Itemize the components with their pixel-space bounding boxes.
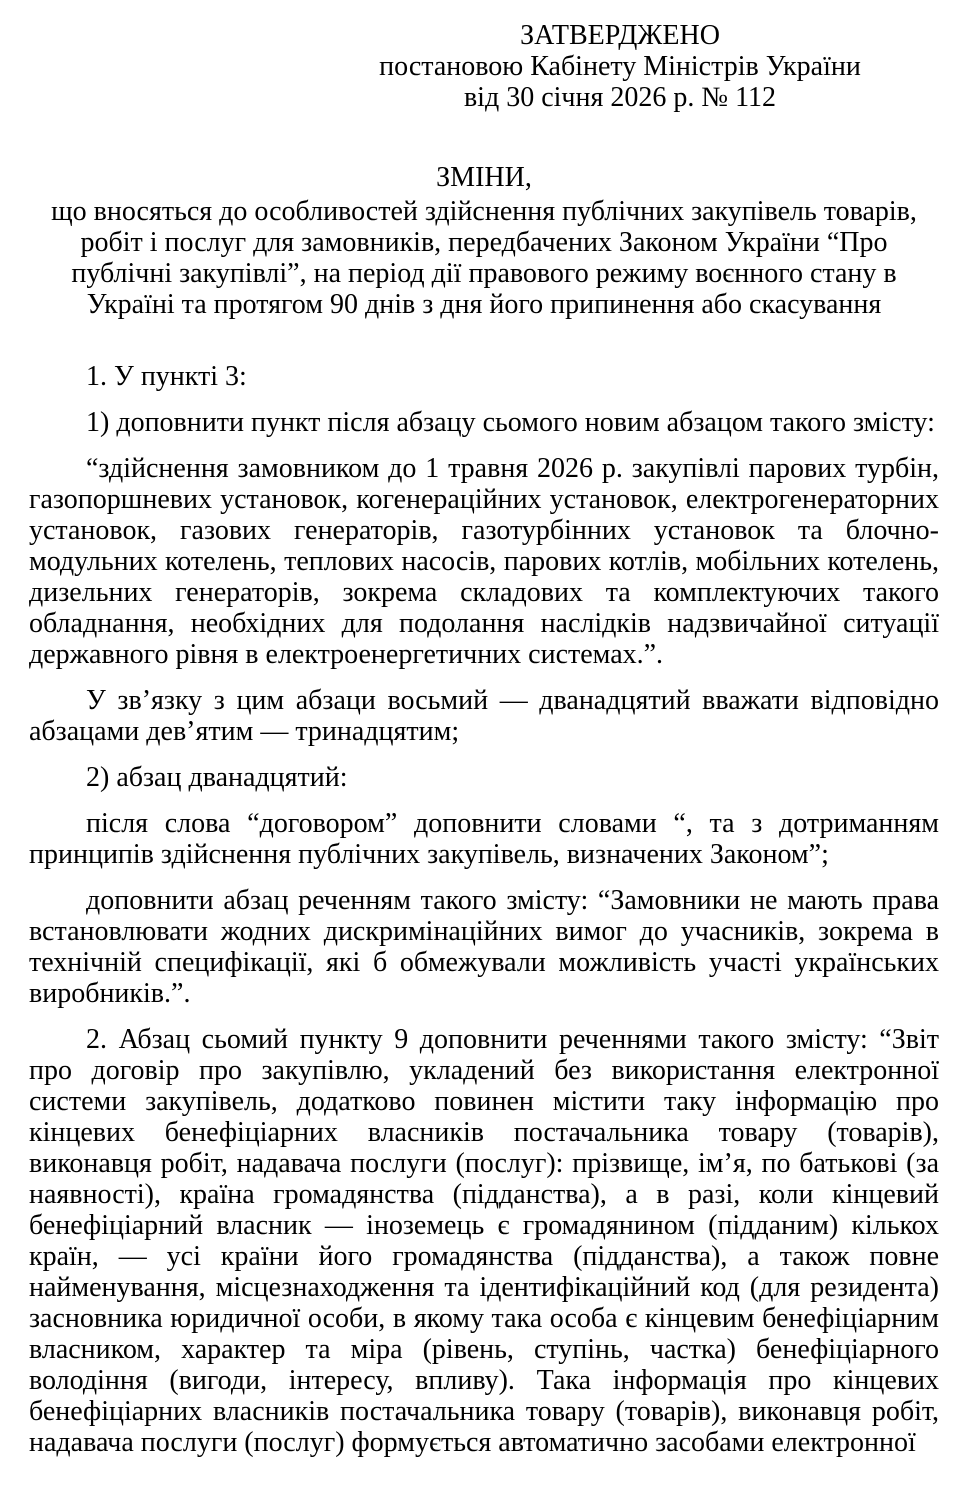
approval-stamp bbox=[340, 20, 900, 113]
paragraph-amendment-sentence: доповнити абзац реченням такого змісту: “Замовники не мають права встановлювати жодних дискримінаційних вимог до учасників, зокрема в технічній специфікації, які б обмежували можливість участі українських виробників.”. bbox=[29, 885, 939, 1009]
paragraph-renumbering: У зв’язку з цим абзаци восьмий — дванадцятий вважати відповідно абзацами дев’ятим — тринадцятим; bbox=[29, 685, 939, 747]
paragraph-point-2: 2. Абзац сьомий пункту 9 доповнити реченнями такого змісту: “Звіт про договір про закупівлю, укладений без використання електронної системи закупівель, додатково повинен містити таку інформацію про кінцевих бенефіціарних власників постачальника товару (товарів), виконавця робіт, надавача послуги (послуг): прізвище, ім’я, по батькові (за наявності), країна громадянства (підданства), а в разі, коли кінцевий бенефіціарний власник — іноземець є громадянином (підданим) кількох країн, — усі країни його громадянства (підданства), а також повне найменування, місцезнаходження та ідентифікаційний код (для резидента) засновника юридичної особи, в якому така особа є кінцевим бенефіціарним власником, характер та міра (рівень, ступінь, частка) бенефіціарного володіння (вигоди, інтересу, впливу). Така інформація про кінцевих бенефіціарних власників постачальника товару (товарів), виконавця робіт, надавача послуги (послуг) формується автоматично засобами електронної bbox=[29, 1024, 939, 1458]
approval-date-number: від 30 січня 2026 р. № 112 bbox=[463, 82, 777, 113]
paragraph-amendment-words: після слова “договором” доповнити словами “, та з дотриманням принципів здійснення публічних закупівель, визначених Законом”; bbox=[29, 808, 939, 870]
approval-authority: постановою Кабінету Міністрів України bbox=[379, 51, 861, 82]
doc-subtitle: що вносяться до особливостей здійснення публічних закупівель товарів, робіт і послуг для замовників, передбачених Законом України “Про публічні закупівлі”, на період дії правового режиму воєнного стану в Україні та протягом 90 днів з дня його припинення або скасування bbox=[51, 196, 917, 320]
paragraph-subpoint-1: 1) доповнити пункт після абзацу сьомого новим абзацом такого змісту: bbox=[86, 407, 935, 438]
paragraph-new-abzats-text: “здійснення замовником до 1 травня 2026 р. закупівлі парових турбін, газопоршневих установок, когенераційних установок, електрогенераторних установок, газових генераторів, газотурбінних установок та блочно-модульних котелень, теплових насосів, парових котлів, мобільних котелень, дизельних генераторів, зокрема складових та комплектуючих такого обладнання, необхідних для подолання наслідків надзвичайної ситуації державного рівня в електроенергетичних системах.”. bbox=[29, 453, 939, 670]
approval-word: ЗАТВЕРДЖЕНО bbox=[520, 20, 720, 51]
paragraph-point-1: 1. У пункті 3: bbox=[86, 361, 247, 392]
paragraph-subpoint-2: 2) абзац дванадцятий: bbox=[86, 762, 348, 793]
doc-title: ЗМІНИ, bbox=[436, 162, 532, 193]
title-block bbox=[29, 162, 939, 320]
